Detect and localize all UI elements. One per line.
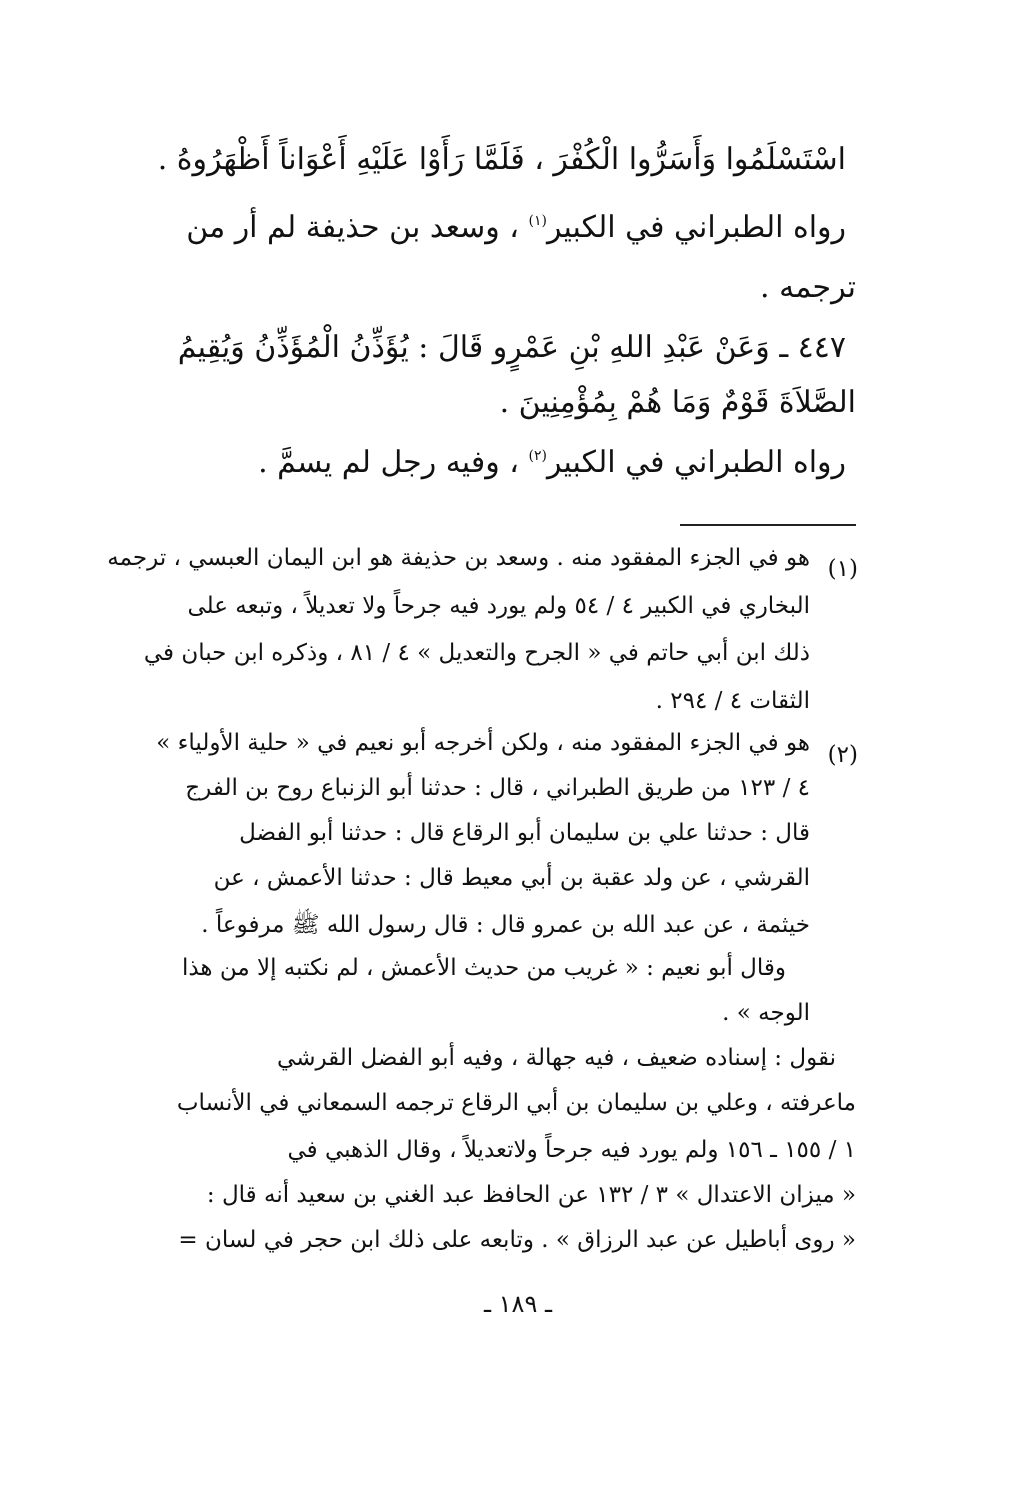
text-segment: رواه الطبراني في الكبير	[546, 210, 846, 245]
footnote-line: ١ / ١٥٥ ـ ١٥٦ ولم يورد فيه جرحاً ولاتعديلاً ، وقال الذهبي في	[287, 1137, 856, 1163]
footnote-separator	[680, 524, 856, 526]
footnote-line: « ميزان الاعتدال » ٣ / ١٣٢ عن الحافظ عبد الغني بن سعيد أنه قال :	[206, 1182, 856, 1208]
text-segment: ، وسعد بن حذيفة لم أر من	[186, 210, 519, 245]
footnote-ref-2: (٢)	[528, 448, 547, 464]
footnote-line: القرشي ، عن ولد عقبة بن أبي معيط قال : حدثنا الأعمش ، عن	[213, 865, 810, 891]
footnote-line: ٤ / ١٢٣ من طريق الطبراني ، قال : حدثنا أبو الزنباع روح بن الفرج	[185, 775, 810, 801]
footnote-line: « روى أباطيل عن عبد الرزاق » . وتابعه على ذلك ابن حجر في لسان =	[178, 1227, 856, 1253]
footnote-line: هو في الجزء المفقود منه ، ولكن أخرجه أبو نعيم في « حلية الأولياء »	[156, 730, 810, 756]
text-line	[180, 445, 846, 480]
footnote-line: نقول : إسناده ضعيف ، فيه جهالة ، وفيه أبو الفضل القرشي	[277, 1045, 836, 1071]
text-segment: رواه الطبراني في الكبير	[546, 445, 846, 480]
text-line: اسْتَسْلَمُوا وَأَسَرُّوا الْكُفْرَ ، فَلَمَّا رَأَوْا عَلَيْهِ أَعْوَاناً أَظْهَرُوهُ .	[157, 142, 846, 177]
text-line: ٤٤٧ ـ وَعَنْ عَبْدِ اللهِ بْنِ عَمْرٍو قَالَ : يُؤَذِّنُ الْمُؤَذِّنُ وَيُقِيمُ	[177, 330, 846, 365]
footnote-line: ذلك ابن أبي حاتم في « الجرح والتعديل » ٤ / ٨١ ، وذكره ابن حبان في	[143, 640, 810, 666]
text-line: الصَّلاَةَ قَوْمٌ وَمَا هُمْ بِمُؤْمِنِينَ .	[499, 385, 856, 420]
footnote-ref-1: (١)	[528, 213, 547, 229]
footnote-line: الثقات ٤ / ٢٩٤ .	[655, 688, 810, 714]
footnote-line: البخاري في الكبير ٤ / ٥٤ ولم يورد فيه جرحاً ولا تعديلاً ، وتبعه على	[187, 593, 810, 619]
footnote-line: خيثمة ، عن عبد الله بن عمرو قال : قال رسول الله ﷺ مرفوعاً .	[201, 912, 810, 938]
footnote-number-2: (٢)	[827, 742, 858, 768]
text-line	[180, 210, 846, 245]
footnote-line: هو في الجزء المفقود منه . وسعد بن حذيفة هو ابن اليمان العبسي ، ترجمه	[107, 545, 810, 571]
footnote-number-1: (١)	[827, 556, 858, 582]
footnote-line: وقال أبو نعيم : « غريب من حديث الأعمش ، لم نكتبه إلا من هذا	[181, 955, 786, 981]
page-number: ـ ١٨٩ ـ	[483, 1290, 552, 1318]
footnote-line: قال : حدثنا علي بن سليمان أبو الرقاع قال : حدثنا أبو الفضل	[239, 820, 810, 846]
footnote-line: ماعرفته ، وعلي بن سليمان بن أبي الرقاع ترجمه السمعاني في الأنساب	[176, 1090, 856, 1116]
text-segment: ، وفيه رجل لم يسمَّ .	[258, 445, 519, 480]
text-line: ترجمه .	[760, 270, 856, 305]
footnote-line: الوجه » .	[722, 1000, 810, 1026]
